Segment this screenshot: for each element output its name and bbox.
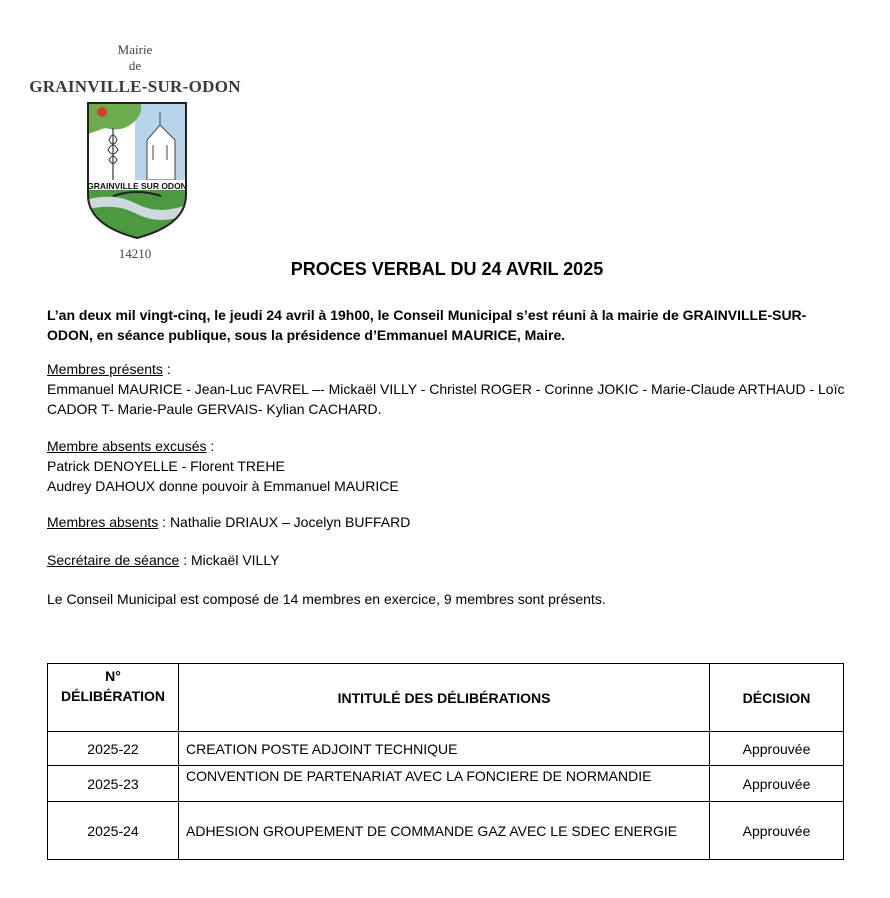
members-present-label: Membres présents [47,361,163,377]
row-title: CONVENTION DE PARTENARIAT AVEC LA FONCIERE DE NORMANDIE [179,766,710,802]
letterhead [20,42,250,97]
town-name: GRAINVILLE-SUR-ODON [29,77,241,96]
members-excused [47,436,852,496]
members-absent-text: : Nathalie DRIAUX – Jocelyn BUFFARD [158,514,411,530]
secretary-text: : Mickaël VILLY [179,552,280,568]
row-decision: Approuvée [710,802,844,860]
postcode: 14210 [118,246,152,261]
row-title: ADHESION GROUPEMENT DE COMMANDE GAZ AVEC LE SDEC ENERGIE [179,802,710,860]
members-present-names: Emmanuel MAURICE - Jean-Luc FAVREL –- Mickaël VILLY - Christel ROGER - Corinne JOKIC - Marie-Claude ARTHAUD - Loïc CADOR T- Marie-Paule GERVAIS- Kylian CACHARD. [47,381,845,417]
members-excused-line2: Audrey DAHOUX donne pouvoir à Emmanuel MAURICE [47,478,399,494]
members-present-colon: : [162,361,171,377]
row-num: 2025-23 [48,766,179,802]
secretary [47,550,852,570]
intro-paragraph: L’an deux mil vingt-cinq, le jeudi 24 avril à 19h00, le Conseil Municipal s’est réuni à la mairie de GRAINVILLE-SUR-ODON, en séance publique, sous la présidence d’Emmanuel MAURICE, Maire. [47,307,807,343]
deliberations-table [47,663,844,860]
mairie-label: Mairie [117,42,153,57]
members-excused-line1: Patrick DENOYELLE - Florent TREHE [47,458,285,474]
header-num-line1: N° [105,668,121,684]
header-num [48,664,179,732]
header-decision: DÉCISION [710,664,844,732]
row-title: CREATION POSTE ADJOINT TECHNIQUE [179,732,710,766]
row-decision: Approuvée [710,766,844,802]
members-excused-colon: : [206,438,215,454]
table-header-row [48,664,844,732]
members-absent [47,512,852,532]
secretary-label: Secrétaire de séance [47,552,180,568]
de-label: de [128,58,142,73]
table-row [48,766,844,802]
composition: Le Conseil Municipal est composé de 14 membres en exercice, 9 membres sont présents. [47,591,606,607]
coat-of-arms-icon [85,100,189,240]
table-row [48,732,844,766]
row-num: 2025-24 [48,802,179,860]
members-present [47,359,852,419]
crest-banner: GRAINVILLE SUR ODON [87,181,187,191]
table-row [48,802,844,860]
members-excused-label: Membre absents excusés [47,438,207,454]
header-title: INTITULÉ DES DÉLIBÉRATIONS [179,664,710,732]
row-decision: Approuvée [710,732,844,766]
page-title: PROCES VERBAL DU 24 AVRIL 2025 [290,259,604,279]
header-num-line2: DÉLIBÉRATION [61,688,165,704]
row-num: 2025-22 [48,732,179,766]
members-absent-label: Membres absents [47,514,159,530]
